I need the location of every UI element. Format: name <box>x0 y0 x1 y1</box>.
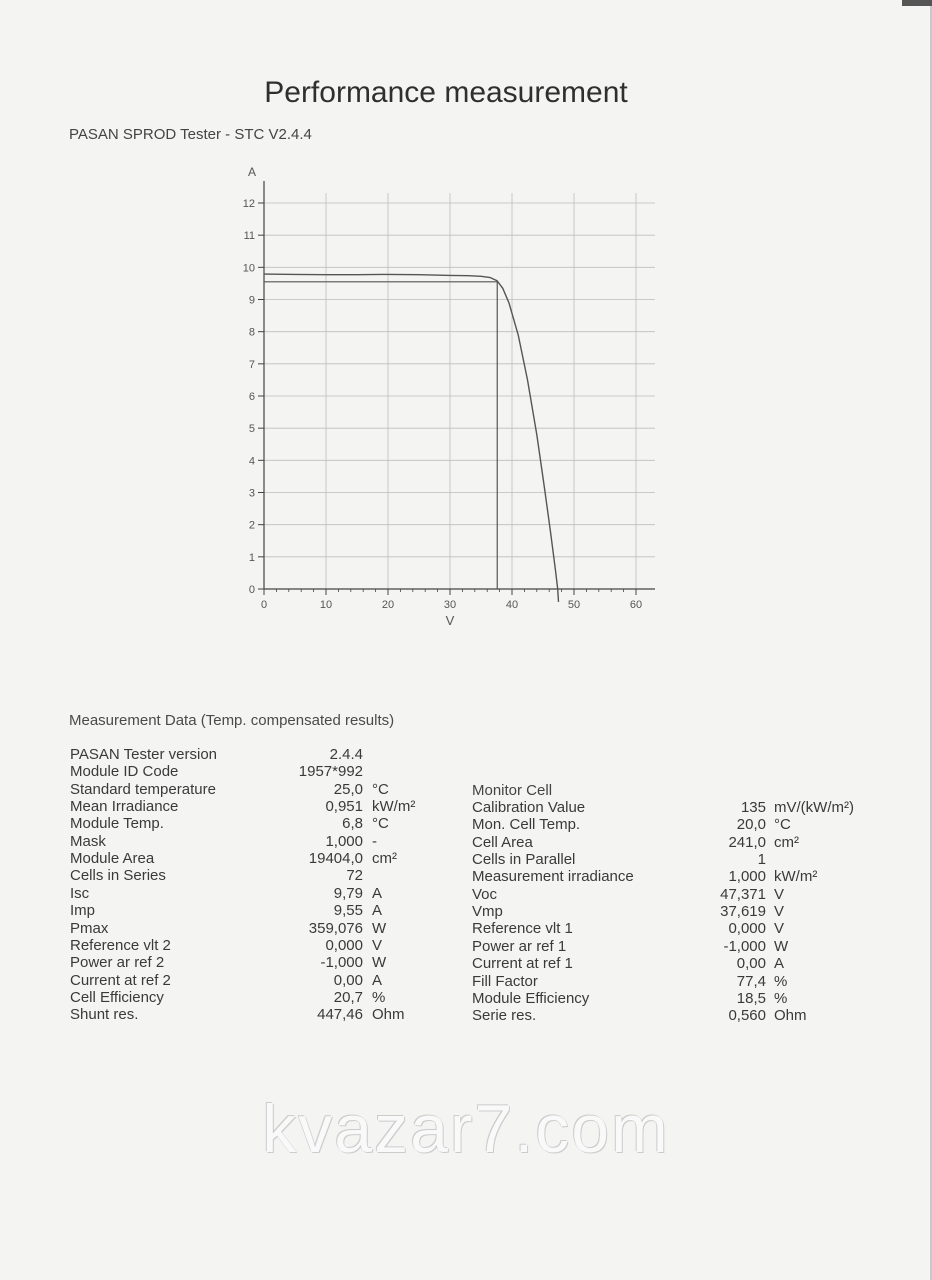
left-measurement-row <box>70 972 410 989</box>
right-measurement-row <box>472 816 872 833</box>
left-measurement-row <box>70 902 410 919</box>
y-tick-label: 8 <box>248 326 255 339</box>
field-label: Module Area <box>70 850 155 868</box>
field-unit: Ohm <box>372 1006 405 1024</box>
field-unit: % <box>372 988 386 1006</box>
field-label: Cell Efficiency <box>70 988 164 1006</box>
page-title: Performance measurement <box>264 76 628 109</box>
field-value: 0,000 <box>325 936 363 954</box>
right-measurement-row <box>472 920 872 937</box>
right-measurement-row <box>472 834 872 851</box>
field-label: Measurement irradiance <box>472 868 634 886</box>
field-label: Power ar ref 1 <box>472 937 567 955</box>
field-unit: W <box>774 937 789 955</box>
field-value: 47,371 <box>720 885 766 903</box>
field-label: Cells in Parallel <box>472 851 576 869</box>
left-measurement-row <box>70 781 410 798</box>
left-measurement-row <box>70 989 410 1006</box>
field-unit: W <box>372 954 387 972</box>
field-value: 20,0 <box>736 816 766 834</box>
x-tick-label: 50 <box>567 599 581 611</box>
right-measurement-row <box>472 938 872 955</box>
scan-corner-mark <box>902 0 932 6</box>
left-measurement-row <box>70 920 410 937</box>
field-value: 19404,0 <box>308 850 363 868</box>
y-tick-label: 5 <box>248 423 255 436</box>
chart-grid <box>264 193 655 589</box>
field-label: PASAN Tester version <box>70 746 218 763</box>
field-value: 2.4.4 <box>329 746 363 763</box>
left-measurement-row <box>70 1006 410 1023</box>
y-tick-label: 7 <box>248 358 255 371</box>
right-measurement-row <box>472 851 872 868</box>
field-unit: A <box>774 955 785 973</box>
chart-tick-labels <box>243 198 642 611</box>
field-value: 20,7 <box>333 988 363 1006</box>
left-measurement-row <box>70 867 410 884</box>
field-unit: °C <box>774 816 791 834</box>
field-label: Reference vlt 2 <box>70 936 171 954</box>
field-label: Fill Factor <box>472 972 538 990</box>
field-label: Mask <box>70 832 106 850</box>
y-tick-label: 10 <box>242 262 255 275</box>
left-measurement-row <box>70 885 410 902</box>
x-axis-label: V <box>445 613 455 628</box>
x-tick-label: 20 <box>381 599 395 611</box>
right-measurement-row <box>472 1007 872 1024</box>
field-value: 9,55 <box>333 902 363 920</box>
field-unit: °C <box>372 815 389 833</box>
field-label: Current at ref 2 <box>70 971 171 989</box>
x-tick-label: 10 <box>319 599 333 611</box>
tester-subtitle: PASAN SPROD Tester - STC V2.4.4 <box>69 126 312 143</box>
field-value: 1,000 <box>728 868 766 886</box>
field-value: 447,46 <box>317 1006 363 1024</box>
field-label: Module Efficiency <box>472 989 590 1007</box>
y-tick-label: 4 <box>248 455 255 468</box>
y-tick-label: 1 <box>248 551 255 564</box>
chart-series <box>264 274 559 602</box>
field-value: -1,000 <box>320 954 363 972</box>
field-unit: V <box>372 936 383 954</box>
field-label: Cells in Series <box>70 867 166 885</box>
iv-curve-line <box>264 274 559 602</box>
field-unit: °C <box>372 780 389 798</box>
chart-axes <box>258 181 655 595</box>
iv-curve-chart <box>230 160 670 635</box>
field-unit: W <box>372 919 387 937</box>
x-tick-label: 30 <box>443 599 457 611</box>
field-label: Pmax <box>70 919 109 937</box>
field-label: Module ID Code <box>70 763 179 781</box>
field-value: 77,4 <box>736 972 766 990</box>
x-tick-label: 40 <box>505 599 519 611</box>
field-label: Vmp <box>472 903 503 921</box>
field-value: 135 <box>740 799 766 816</box>
right-measurement-row <box>472 868 872 885</box>
left-measurement-row <box>70 798 416 816</box>
field-value: 72 <box>346 867 363 885</box>
field-value: 18,5 <box>736 989 766 1007</box>
right-measurement-row <box>472 973 872 990</box>
field-unit: V <box>774 903 785 921</box>
field-label: Isc <box>70 884 90 902</box>
field-value: 0,560 <box>728 1007 766 1025</box>
field-label: Standard temperature <box>70 780 216 798</box>
field-unit: cm² <box>372 850 397 868</box>
measurement-section-title: Measurement Data (Temp. compensated results) <box>69 712 395 729</box>
field-unit: A <box>372 902 383 920</box>
monitor-cell-title: Monitor Cell <box>472 782 553 799</box>
field-value: 0,00 <box>736 955 766 973</box>
field-label: Reference vlt 1 <box>472 920 573 938</box>
field-unit: kW/m² <box>372 798 416 816</box>
field-unit: % <box>774 972 788 990</box>
field-value: 1957*992 <box>298 763 363 781</box>
field-unit: V <box>774 885 785 903</box>
field-label: Mon. Cell Temp. <box>472 816 581 834</box>
y-tick-label: 9 <box>248 294 255 307</box>
right-measurement-row <box>472 955 872 972</box>
left-measurement-row <box>70 763 410 780</box>
y-tick-label: 12 <box>242 198 255 210</box>
field-value: 0,000 <box>728 920 766 938</box>
field-label: Serie res. <box>472 1007 537 1025</box>
field-unit: cm² <box>774 833 799 851</box>
field-unit: % <box>774 989 788 1007</box>
field-unit: V <box>774 920 785 938</box>
right-measurement-row <box>472 886 872 903</box>
field-label: Calibration Value <box>472 799 586 816</box>
y-tick-label: 0 <box>248 584 255 596</box>
field-value: 37,619 <box>720 903 766 921</box>
field-value: 25,0 <box>333 780 363 798</box>
field-label: Cell Area <box>472 833 533 851</box>
right-measurement-row <box>472 799 872 816</box>
x-tick-label: 0 <box>260 599 268 611</box>
x-tick-label: 60 <box>629 599 643 611</box>
left-measurement-row <box>70 850 410 867</box>
field-value: 359,076 <box>308 919 363 937</box>
y-axis-label: A <box>247 165 257 179</box>
field-unit: mV/(kW/m²) <box>774 799 854 816</box>
field-label: Imp <box>70 902 96 920</box>
left-measurement-row <box>70 833 410 850</box>
field-value: 1 <box>757 851 766 869</box>
field-unit: A <box>372 971 383 989</box>
y-tick-label: 11 <box>243 230 255 243</box>
watermark: kvazar7.com <box>262 1091 670 1167</box>
field-value: 241,0 <box>728 833 766 851</box>
field-label: Power ar ref 2 <box>70 954 165 972</box>
field-unit: kW/m² <box>774 868 818 886</box>
field-label: Voc <box>472 885 498 903</box>
y-tick-label: 6 <box>248 391 255 403</box>
left-measurement-row <box>70 815 410 832</box>
field-unit: - <box>372 832 377 850</box>
field-unit: Ohm <box>774 1007 807 1025</box>
field-value: 0,00 <box>333 971 363 989</box>
left-measurement-row <box>70 954 410 971</box>
field-label: Module Temp. <box>70 815 164 833</box>
field-value: 1,000 <box>325 832 363 850</box>
field-unit: A <box>372 884 383 902</box>
field-label: Mean Irradiance <box>70 798 179 816</box>
right-measurement-row <box>472 990 872 1007</box>
field-value: 9,79 <box>333 884 363 902</box>
field-value: -1,000 <box>723 937 766 955</box>
field-value: 6,8 <box>342 815 363 833</box>
right-measurement-row <box>472 903 872 920</box>
field-label: Current at ref 1 <box>472 955 573 973</box>
y-tick-label: 3 <box>248 487 255 500</box>
left-measurement-row <box>70 746 410 763</box>
field-value: 0,951 <box>325 798 363 816</box>
field-label: Shunt res. <box>70 1006 139 1024</box>
y-tick-label: 2 <box>248 519 255 532</box>
left-measurement-row <box>70 937 410 954</box>
